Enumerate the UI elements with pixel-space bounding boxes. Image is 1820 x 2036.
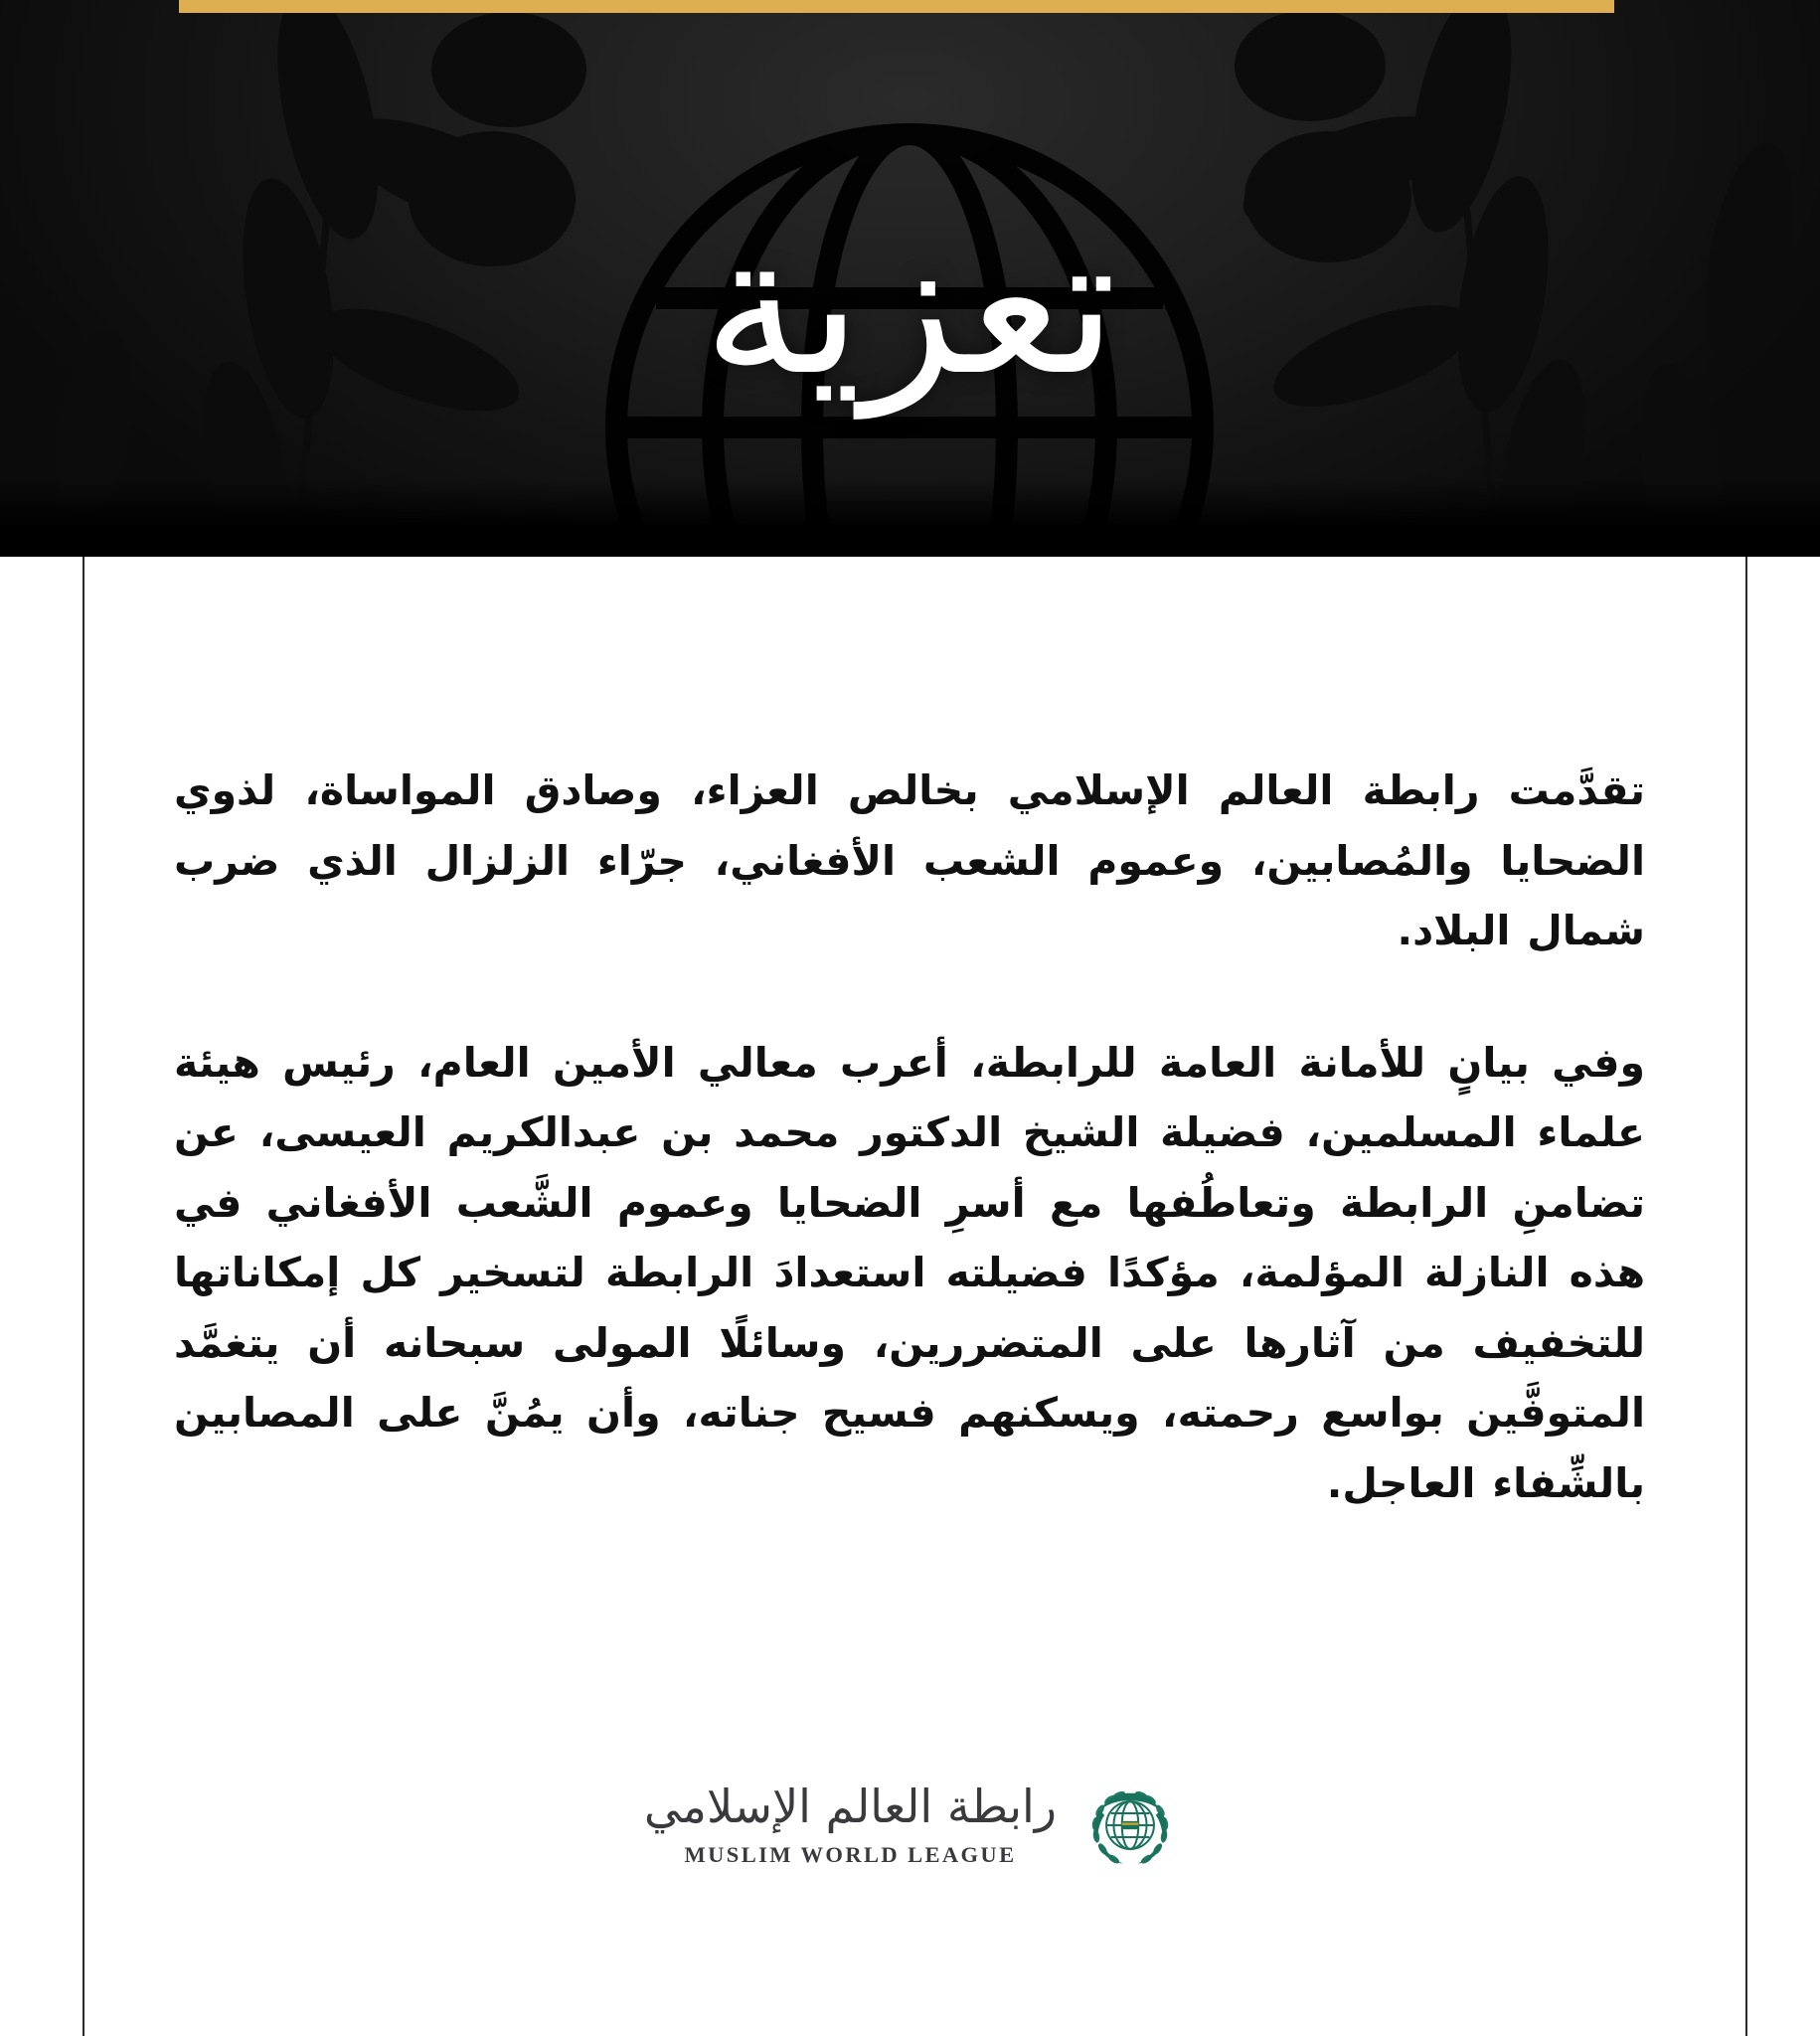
header-bottom-fade bbox=[0, 479, 1820, 557]
statement-paragraph-1: تقدَّمت رابطة العالم الإسلامي بخالص العزاء، وصادق المواساة، لذوي الضحايا والمُصابين، وعموم الشعب الأفغاني، جرّاء الزلزال الذي ضرب شمال البلاد. bbox=[174, 766, 1645, 955]
organization-wordmark bbox=[643, 1779, 1058, 1868]
organization-name-arabic: رابطة العالم الإسلامي bbox=[643, 1779, 1058, 1833]
header-banner bbox=[0, 0, 1820, 557]
content-page bbox=[0, 557, 1820, 2036]
statement-body bbox=[174, 756, 1645, 1518]
page-title bbox=[0, 192, 1820, 419]
organization-name-latin: MUSLIM WORLD LEAGUE bbox=[684, 1841, 1017, 1867]
statement-paragraph-2: وفي بيانٍ للأمانة العامة للرابطة، أعرب معالي الأمين العام، رئيس هيئة علماء المسلمين، فضيلة الشيخ الدكتور محمد بن عبدالكريم العيسى، عن تضامنِ الرابطة وتعاطُفها مع أسرِ الضحايا وعموم الشَّعب الأفغاني في هذه النازلة المؤلمة، مؤكدًا فضيلته استعدادَ الرابطة لتسخير كل إمكاناتها للتخفيف من آثارها على المتضررين، وسائلًا المولى سبحانه أن يتغمَّد المتوفَّين بواسع رحمته، ويسكنهم فسيح جناته، وأن يمُنَّ على المصابين بالشِّفاء العاجل. bbox=[174, 1038, 1645, 1507]
gold-accent-bar bbox=[179, 0, 1614, 13]
title-calligraphy-taziyah: تعزية bbox=[703, 192, 1117, 419]
muslim-world-league-emblem-icon bbox=[1084, 1780, 1176, 1871]
footer-logo bbox=[0, 1780, 1820, 1871]
